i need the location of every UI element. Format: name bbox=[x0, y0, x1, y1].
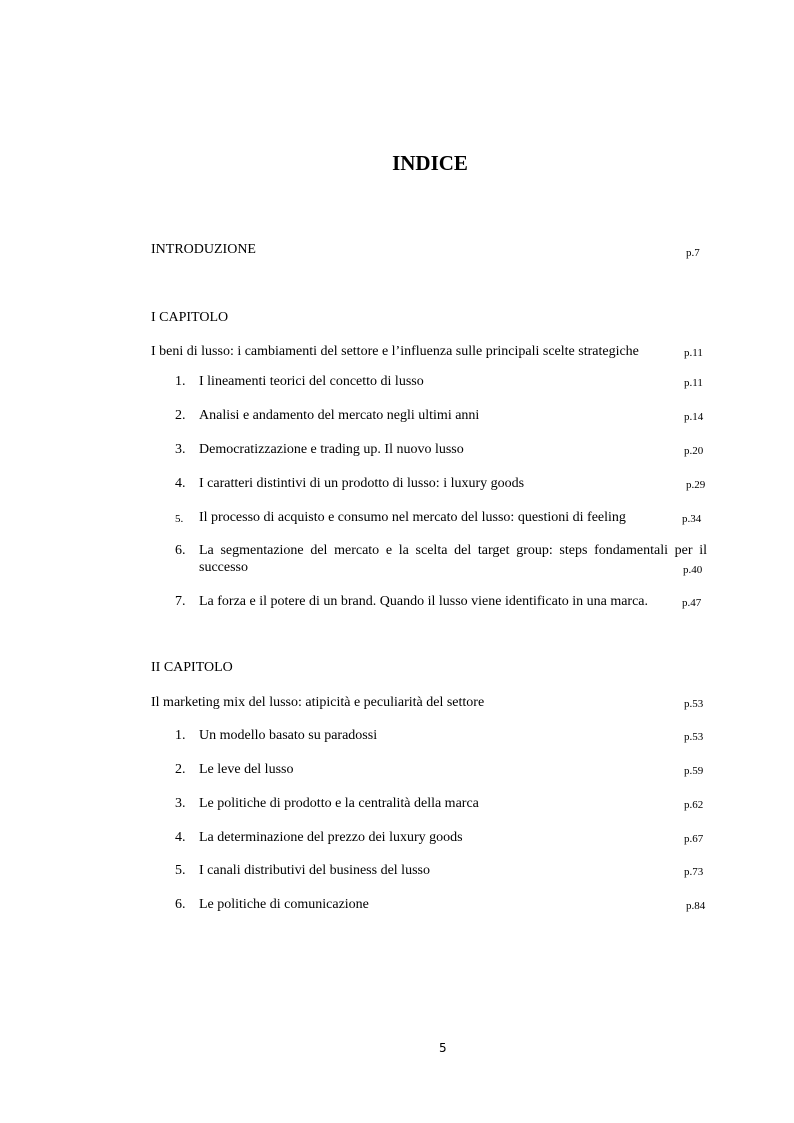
chapter1-heading: I CAPITOLO bbox=[151, 310, 229, 325]
toc-item-page: p.14 bbox=[684, 411, 704, 423]
chapter2-heading: II CAPITOLO bbox=[151, 660, 233, 675]
toc-item-text: I caratteri distintivi di un prodotto di lusso: i luxury goods bbox=[199, 476, 525, 491]
intro-page: p.7 bbox=[686, 247, 700, 259]
toc-item-text: Le politiche di prodotto e la centralità della marca bbox=[199, 796, 479, 811]
toc-item-text: La forza e il potere di un brand. Quando il lusso viene identificato in una marca. bbox=[199, 594, 649, 609]
toc-item-number: 4. bbox=[175, 476, 186, 491]
chapter2-subtitle-page: p.53 bbox=[684, 698, 704, 710]
toc-item-page: p.11 bbox=[684, 377, 703, 389]
toc-item-text: Le politiche di comunicazione bbox=[199, 897, 369, 912]
toc-item-text: La segmentazione del mercato e la scelta del target group: steps fondamentali per il bbox=[199, 543, 707, 558]
toc-item-page: p.29 bbox=[686, 479, 706, 491]
toc-item-text: Democratizzazione e trading up. Il nuovo lusso bbox=[199, 442, 464, 457]
toc-item-number: 6. bbox=[175, 897, 186, 912]
toc-item-text: La determinazione del prezzo dei luxury goods bbox=[199, 830, 463, 845]
toc-item-number: 7. bbox=[175, 594, 186, 609]
toc-item-number: 1. bbox=[175, 374, 186, 389]
toc-item-text: Analisi e andamento del mercato negli ultimi anni bbox=[199, 408, 480, 423]
toc-item-page: p.67 bbox=[684, 833, 704, 845]
toc-item-number: 2. bbox=[175, 408, 186, 423]
toc-item-text: Il processo di acquisto e consumo nel mercato del lusso: questioni di feeling bbox=[199, 510, 626, 525]
toc-item-page: p.34 bbox=[682, 513, 702, 525]
toc-item-number: 3. bbox=[175, 442, 186, 457]
toc-item-text: I canali distributivi del business del lusso bbox=[199, 863, 430, 878]
toc-item-number: 2. bbox=[175, 762, 186, 777]
toc-item-text: Le leve del lusso bbox=[199, 762, 294, 777]
toc-item-number: 4. bbox=[175, 830, 186, 845]
toc-item-number: 3. bbox=[175, 796, 186, 811]
toc-item-number: 5. bbox=[175, 863, 186, 878]
toc-item-page: p.62 bbox=[684, 799, 704, 811]
toc-item-text-continued: successo bbox=[199, 560, 248, 575]
toc-item-page: p.59 bbox=[684, 765, 704, 777]
intro-label: INTRODUZIONE bbox=[151, 242, 256, 257]
toc-item-number: 5. bbox=[175, 513, 184, 525]
toc-item-text: Un modello basato su paradossi bbox=[199, 728, 378, 743]
chapter2-subtitle: Il marketing mix del lusso: atipicità e peculiarità del settore bbox=[151, 695, 485, 710]
toc-item-text: I lineamenti teorici del concetto di lusso bbox=[199, 374, 424, 389]
toc-item-page: p.40 bbox=[683, 564, 703, 576]
page-title: INDICE bbox=[392, 151, 468, 175]
toc-item-page: p.84 bbox=[686, 900, 706, 912]
chapter1-subtitle-page: p.11 bbox=[684, 347, 703, 359]
page-number: 5 bbox=[439, 1041, 447, 1055]
chapter1-subtitle: I beni di lusso: i cambiamenti del settore e l’influenza sulle principali scelte strategiche bbox=[151, 344, 639, 359]
toc-item-number: 6. bbox=[175, 543, 186, 558]
toc-item-page: p.20 bbox=[684, 445, 704, 457]
toc-item-page: p.53 bbox=[684, 731, 704, 743]
toc-item-page: p.73 bbox=[684, 866, 704, 878]
toc-item-number: 1. bbox=[175, 728, 186, 743]
toc-item-page: p.47 bbox=[682, 597, 702, 609]
